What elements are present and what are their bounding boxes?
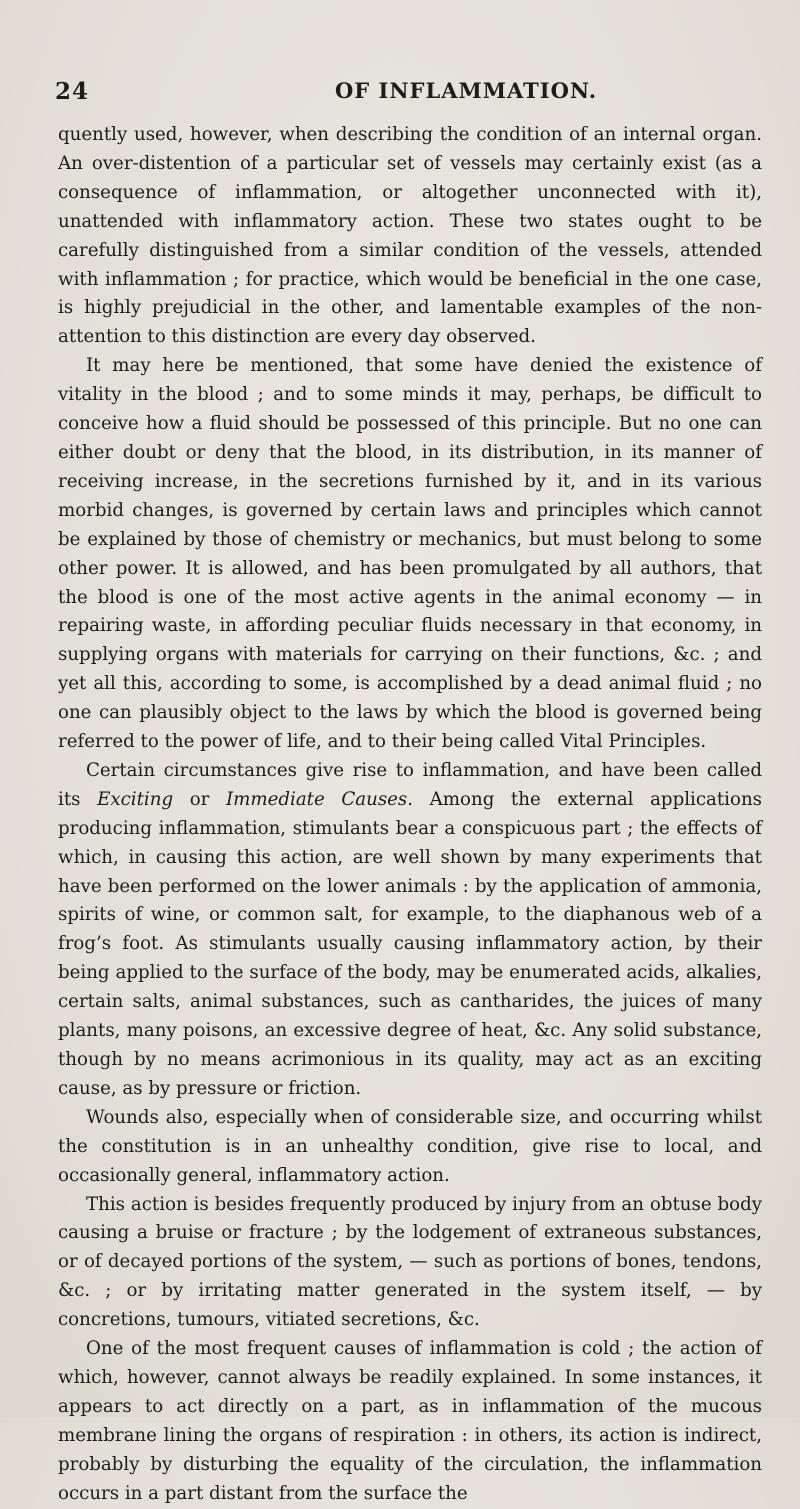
paragraph-vitality-of-blood: It may here be mentioned, that some have denied the existence of vitality in the blood ; and to some minds it may, perhaps, be difficult to conceive how a fluid should be possessed of this principle. But no one can either doubt or deny that the blood, in its distribution, in its manner of receiving increase, in the secretions furnished by it, and in its various morbid changes, is governed by certain laws and principles which cannot be explained by those of chemistry or mechanics, but must belong to some other power. It is allowed, and has been promulgated by all authors, that the blood is one of the most active agents in the animal economy — in repairing waste, in affording peculiar fluids necessary in that economy, in supplying organs with materials for carrying on their functions, &c. ; and yet all this, according to some, is accomplished by a dead animal fluid ; no one can plausibly object to the laws by which the blood is governed being referred to the power of life, and to their being called Vital Principles. (58, 355, 762, 753)
page-number: 24 (55, 78, 90, 105)
running-head (0, 78, 800, 108)
emphasis-exciting: Exciting (97, 788, 174, 810)
chapter-title: OF INFLAMMATION. (335, 78, 598, 103)
paragraph-wounds: Wounds also, especially when of considerable size, and occurring whilst the constitution is in an unhealthy condition, give rise to local, and occasionally general, inflammatory action. (58, 1106, 762, 1186)
paragraph-continued: quently used, however, when describing the condition of an internal organ. An over-distention of a particular set of vessels may certainly exist (as a consequence of inflammation, or altogether unconnected with it), unattended with inflammatory action. These two states ought to be carefully distinguished from a similar condition of the vessels, attended with inflammation ; for practice, which would be beneficial in the one case, is highly prejudicial in the other, and lamentable examples of the non-attention to this distinction are every day observed. (58, 124, 762, 348)
paragraph-text: Certain circumstances give rise to inflammation, and have been called its (58, 759, 762, 810)
paragraph-text: or (173, 788, 226, 810)
paragraph-exciting-causes (58, 757, 762, 1104)
paragraph-text: Among the external applications producing inflammation, stimulants bear a conspicuous part ; the effects of which, in causing this action, are well shown by many experiments that have been performed on the lower animals : by the application of ammonia, spirits of wine, or common salt, for example, to the diaphanous web of a frog’s foot. As stimulants usually causing inflammatory action, by their being applied to the surface of the body, may be enumerated acids, alkalies, certain salts, animal substances, such as cantharides, the juices of many plants, many poisons, an excessive degree of heat, &c. Any solid substance, though by no means acrimonious in its quality, may act as an exciting cause, as by pressure or friction. (58, 788, 762, 1099)
body-text (58, 121, 762, 1509)
paragraph-injury: This action is besides frequently produced by injury from an obtuse body causing a bruise or fracture ; by the lodgement of extraneous substances, or of decayed portions of the system, — such as portions of bones, tendons, &c. ; or by irritating matter generated in the system itself, — by concretions, tumours, vitiated secretions, &c. (58, 1193, 762, 1331)
emphasis-immediate-causes: Immediate Causes. (225, 788, 414, 810)
paragraph-cold: One of the most frequent causes of inflammation is cold ; the action of which, however, cannot always be readily explained. In some instances, it appears to act directly on a part, as in inflammation of the mucous membrane lining the organs of respiration : in others, its action is indirect, probably by disturbing the equality of the circulation, the inflammation occurs in a part distant from the surface the (58, 1338, 762, 1504)
